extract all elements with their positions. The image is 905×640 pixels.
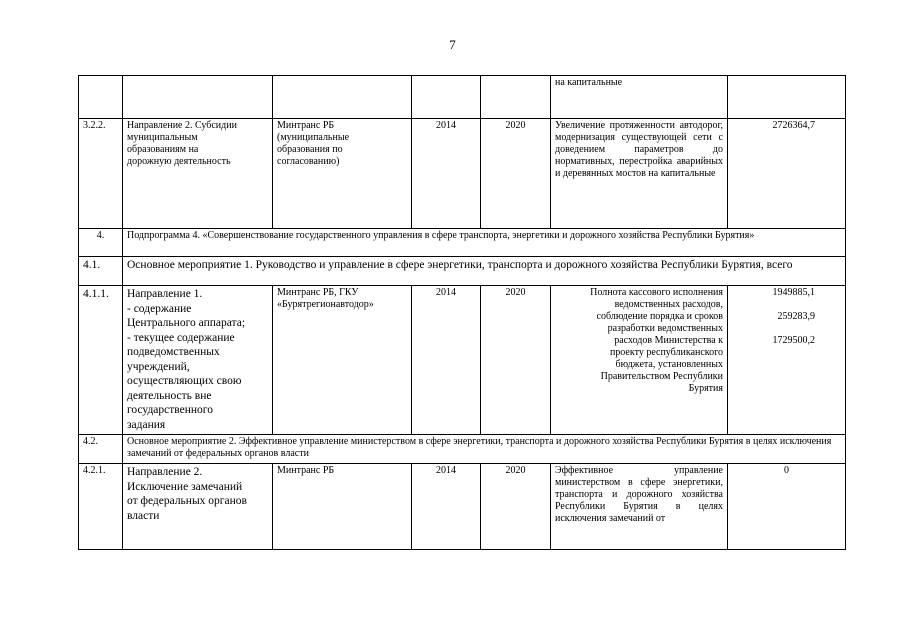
funding-amount-central: 259283,9: [777, 311, 815, 322]
start-year-cell: 2014: [412, 464, 481, 550]
table-row: [79, 435, 846, 464]
row-number-cell: 4.2.1.: [79, 464, 123, 550]
row-number-cell: [79, 76, 123, 119]
activity-name-cell: [123, 76, 273, 119]
end-year-cell: 2020: [481, 286, 551, 435]
start-year-cell: 2014: [412, 119, 481, 229]
expected-result-cell: Полнота кассового исполнения ведомственных расходов, соблюдение порядка и сроков разработки ведомственных расходов Министерства к проекту республиканского бюджета, установленных Правительством Республики Бурятия: [551, 286, 728, 435]
expected-result-cell: Увеличение протяженности автодорог, модернизация существующей сети с доведением параметров до нормативных, перестройка аварийных и деревянных мостов на капитальные: [551, 119, 728, 229]
funding-amount-subordinate: 1729500,2: [772, 335, 815, 346]
funding-amount-cell: [728, 286, 846, 435]
end-year-cell: 2020: [481, 464, 551, 550]
activity-name-cell: Направление 2. Исключение замечаний от федеральных органов власти: [123, 464, 273, 550]
main-activity-title-cell: Основное мероприятие 2. Эффективное управление министерством в сфере энергетики, транспорта и дорожного хозяйства Республики Бурятия в целях исключения замечаний от федеральных органов власти: [123, 435, 846, 464]
funding-amount-total: 1949885,1: [772, 287, 815, 298]
activity-name-cell: Направление 2. Субсидии муниципальным образованиям на дорожную деятельность: [123, 119, 273, 229]
expected-result-cell: Эффективное управление министерством в сфере энергетики, транспорта и дорожного хозяйства Республики Бурятия в целях исключения замечаний от: [551, 464, 728, 550]
program-table: [78, 75, 846, 550]
start-year-cell: [412, 76, 481, 119]
expected-result-cell: на капитальные: [551, 76, 728, 119]
row-number-cell: 4.: [79, 229, 123, 257]
funding-amount-cell: 2726364,7: [728, 119, 846, 229]
table-row: [79, 76, 846, 119]
page-number: 7: [449, 37, 456, 52]
executor-cell: Минтранс РБ (муниципальные образования по согласованию): [273, 119, 412, 229]
table-row: [79, 464, 846, 550]
subprogram-title-cell: Подпрограмма 4. «Совершенствование государственного управления в сфере транспорта, энергетики и дорожного хозяйства Республики Бурятия»: [123, 229, 846, 257]
funding-amount-cell: 0: [728, 464, 846, 550]
funding-amount-cell: [728, 76, 846, 119]
row-number-cell: 4.1.1.: [79, 286, 123, 435]
row-number-cell: 4.2.: [79, 435, 123, 464]
main-activity-title-cell: Основное мероприятие 1. Руководство и управление в сфере энергетики, транспорта и дорожного хозяйства Республики Бурятия, всего: [123, 257, 846, 286]
table-row: [79, 286, 846, 435]
start-year-cell: 2014: [412, 286, 481, 435]
activity-name-cell: Направление 1. - содержание Центрального аппарата; - текущее содержание подведомственных учреждений, осуществляющих свою деятельность вне государственного задания: [123, 286, 273, 435]
executor-cell: [273, 76, 412, 119]
table-row: [79, 229, 846, 257]
executor-cell: Минтранс РБ, ГКУ «Бурятрегионавтодор»: [273, 286, 412, 435]
end-year-cell: [481, 76, 551, 119]
end-year-cell: 2020: [481, 119, 551, 229]
row-number-cell: 3.2.2.: [79, 119, 123, 229]
table-row: [79, 119, 846, 229]
table-row: [79, 257, 846, 286]
row-number-cell: 4.1.: [79, 257, 123, 286]
executor-cell: Минтранс РБ: [273, 464, 412, 550]
